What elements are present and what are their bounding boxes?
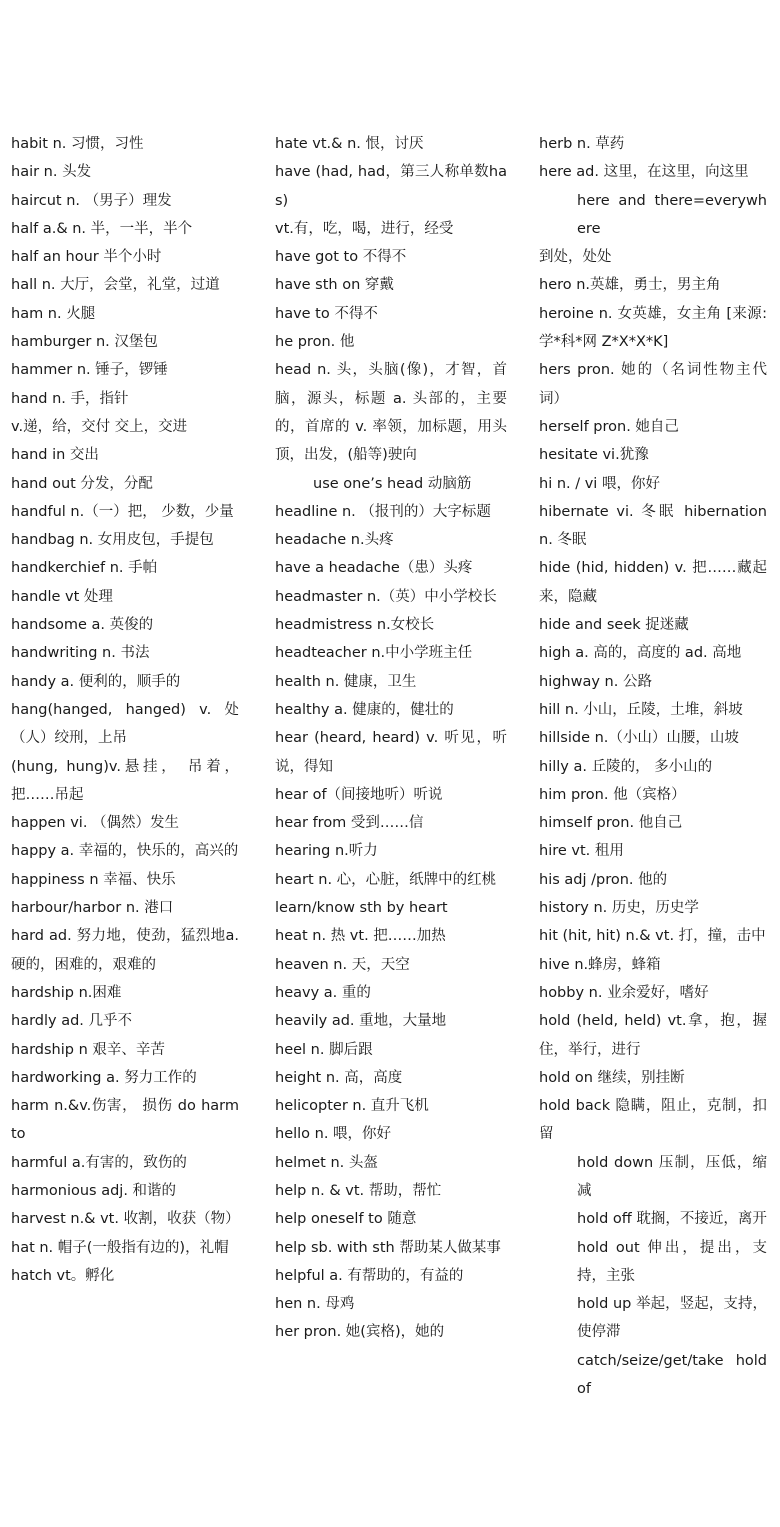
entry: habit n. 习惯，习性 — [11, 136, 144, 152]
entry: hero n.英雄，勇士，男主角 — [539, 277, 721, 294]
entry: learn/know sth by heart — [275, 900, 448, 917]
entry: harm n.&v.伤害， 损伤 do harm to — [11, 1098, 239, 1143]
entry: hear from 受到……信 — [275, 815, 424, 832]
entry: hold off 耽搁，不接近，离开 — [577, 1211, 767, 1228]
entry: vt.有，吃，喝，进行，经受 — [275, 220, 454, 237]
entry: happen vi. （偶然）发生 — [11, 815, 180, 832]
entry: heavy a. 重的 — [275, 984, 371, 1001]
entry: hammer n. 锤子，锣锤 — [11, 362, 168, 379]
entry: have (had, had，第三人称单数has) — [275, 164, 507, 209]
entry: hi n. / vi 喂，你好 — [539, 475, 660, 492]
entry: hit (hit, hit) n.& vt. 打，撞，击中 — [539, 928, 766, 945]
entry: heel n. 脚后跟 — [275, 1041, 373, 1058]
entry: hang(hanged, hanged) v. 处（人）绞刑，上吊 — [11, 701, 239, 747]
entry: her pron. 她(宾格)，她的 — [275, 1324, 445, 1341]
entry: handbag n. 女用皮包，手提包 — [11, 532, 214, 549]
entry: hand out 分发，分配 — [11, 475, 153, 492]
entry: hillside n.（小山）山腰，山坡 — [539, 730, 739, 747]
entry: help sb. with sth 帮助某人做某事 — [275, 1239, 501, 1256]
column-3 — [539, 130, 767, 1403]
entry: hilly a. 丘陵的， 多小山的 — [539, 758, 713, 775]
entry: hold on 继续，别挂断 — [539, 1069, 685, 1086]
column-2 — [275, 130, 507, 1347]
entry: hide (hid, hidden) v. 把……藏起来，隐藏 — [539, 560, 767, 605]
entry: harmonious adj. 和谐的 — [11, 1182, 177, 1199]
entry: hesitate vi.犹豫 — [539, 447, 649, 464]
entry: happy a. 幸福的，快乐的，高兴的 — [11, 843, 239, 860]
entry: hard ad. 努力地，使劲，猛烈地a.硬的，困难的，艰难的 — [11, 928, 239, 973]
entry: have a headache（患）头疼 — [275, 560, 473, 577]
entry: hand n. 手，指针 — [11, 390, 129, 407]
entry: hair n. 头发 — [11, 164, 92, 181]
entry: hardworking a. 努力工作的 — [11, 1069, 197, 1086]
entry: half a.& n. 半，一半，半个 — [11, 220, 193, 237]
entry: hill n. 小山，丘陵，土堆，斜坡 — [539, 701, 743, 718]
entry: hold (held, held) vt.拿，抱，握住，举行，进行 — [539, 1013, 767, 1058]
column-1 — [11, 130, 239, 1290]
entry: 到处，处处 — [539, 249, 612, 266]
entry: history n. 历史，历史学 — [539, 900, 699, 917]
entry: height n. 高，高度 — [275, 1069, 403, 1086]
entry: headache n.头疼 — [275, 532, 394, 549]
entry: handwriting n. 书法 — [11, 645, 150, 662]
entry: here ad. 这里，在这里，向这里 — [539, 164, 749, 181]
entry: healthy a. 健康的，健壮的 — [275, 701, 454, 718]
entry: hold out 伸出，提出，支持，主张 — [577, 1239, 767, 1284]
entry: heat n. 热 vt. 把……加热 — [275, 928, 446, 945]
entry: (hung, hung)v.悬挂， 吊着，把……吊起 — [11, 758, 239, 803]
entry: himself pron. 他自己 — [539, 815, 683, 832]
entry: hire vt. 租用 — [539, 843, 624, 860]
entry: handy a. 便利的，顺手的 — [11, 673, 181, 690]
entry: harbour/harbor n. 港口 — [11, 900, 174, 917]
entry: headmaster n.（英）中小学校长 — [275, 588, 497, 605]
entry: have to 不得不 — [275, 305, 378, 322]
entry: harmful a.有害的，致伤的 — [11, 1154, 187, 1171]
entry: highway n. 公路 — [539, 673, 652, 690]
entry: haircut n. （男子）理发 — [11, 192, 172, 209]
entry: heavily ad. 重地，大量地 — [275, 1013, 447, 1030]
entry: headmistress n.女校长 — [275, 617, 435, 634]
entry: harvest n.& vt. 收割，收获（物） — [11, 1211, 240, 1228]
entry: hand in 交出 — [11, 447, 99, 464]
entry: heroine n. 女英雄，女主角 [来源:学*科*网 Z*X*X*K] — [539, 305, 767, 351]
entry: hatch vt。孵化 — [11, 1267, 115, 1284]
entry: have sth on 穿戴 — [275, 277, 394, 294]
entry: happiness n 幸福、快乐 — [11, 871, 176, 888]
entry: hide and seek 捉迷藏 — [539, 617, 689, 634]
entry: hardship n 艰辛、辛苦 — [11, 1041, 165, 1058]
entry: hear of（间接地听）听说 — [275, 786, 443, 803]
entry: hear (heard, heard) v. 听见，听说，得知 — [275, 730, 507, 775]
entry: hibernate vi. 冬眠 hibernation n. 冬眠 — [539, 503, 767, 549]
entry: headteacher n.中小学班主任 — [275, 645, 473, 662]
entry: handful n.（一）把， 少数，少量 — [11, 503, 234, 520]
entry: hobby n. 业余爱好，嗜好 — [539, 984, 709, 1001]
entry: hamburger n. 汉堡包 — [11, 334, 158, 351]
entry: hers pron. 她的（名词性物主代词） — [539, 362, 767, 407]
entry: hearing n.听力 — [275, 843, 378, 860]
entry: his adj /pron. 他的 — [539, 871, 668, 888]
entry: high a. 高的，高度的 ad. 高地 — [539, 645, 742, 662]
entry: hello n. 喂，你好 — [275, 1126, 392, 1143]
entry: hold down 压制，压低，缩减 — [577, 1154, 767, 1199]
entry: helpful a. 有帮助的，有益的 — [275, 1267, 464, 1284]
entry: herself pron. 她自己 — [539, 418, 679, 435]
entry: here and there=everywhere — [577, 192, 767, 237]
entry: herb n. 草药 — [539, 136, 625, 152]
entry: helicopter n. 直升飞机 — [275, 1098, 429, 1115]
entry: handkerchief n. 手帕 — [11, 560, 158, 577]
entry: hate vt.& n. 恨，讨厌 — [275, 136, 424, 152]
entry: hall n. 大厅，会堂，礼堂，过道 — [11, 277, 220, 294]
entry: him pron. 他（宾格） — [539, 786, 686, 803]
entry: v.递，给，交付 交上，交进 — [11, 418, 188, 435]
entry: heart n. 心，心脏，纸牌中的红桃 — [275, 871, 497, 888]
entry: hardly ad. 几乎不 — [11, 1013, 133, 1030]
entry: half an hour 半个小时 — [11, 249, 162, 266]
entry: hen n. 母鸡 — [275, 1296, 355, 1313]
entry: heaven n. 天，天空 — [275, 956, 410, 973]
entry: handsome a. 英俊的 — [11, 617, 154, 634]
entry: headline n. （报刊的）大字标题 — [275, 503, 491, 520]
entry: catch/seize/get/take hold of — [577, 1352, 767, 1398]
entry: he pron. 他 — [275, 334, 355, 351]
entry: hive n.蜂房，蜂箱 — [539, 956, 661, 973]
entry: head n. 头，头脑(像)，才智，首脑，源头，标题 a. 头部的，主要的，首席的 v. 率领，加标题，用头顶，出发，(船等)驶向 — [275, 362, 507, 464]
entry: helmet n. 头盔 — [275, 1154, 378, 1171]
entry: hold up 举起，竖起，支持，使停滞 — [577, 1296, 767, 1341]
entry: health n. 健康，卫生 — [275, 673, 417, 690]
entry: hardship n.困难 — [11, 984, 122, 1001]
entry: help oneself to 随意 — [275, 1211, 417, 1228]
entry: use one’s head 动脑筋 — [313, 475, 472, 492]
entry: ham n. 火腿 — [11, 305, 96, 322]
entry: help n. & vt. 帮助，帮忙 — [275, 1182, 442, 1199]
entry: hold back 隐瞒，阻止，克制，扣留 — [539, 1098, 767, 1143]
entry: have got to 不得不 — [275, 249, 407, 266]
entry: hat n. 帽子(一般指有边的)，礼帽 — [11, 1239, 229, 1256]
entry: handle vt 处理 — [11, 588, 113, 605]
